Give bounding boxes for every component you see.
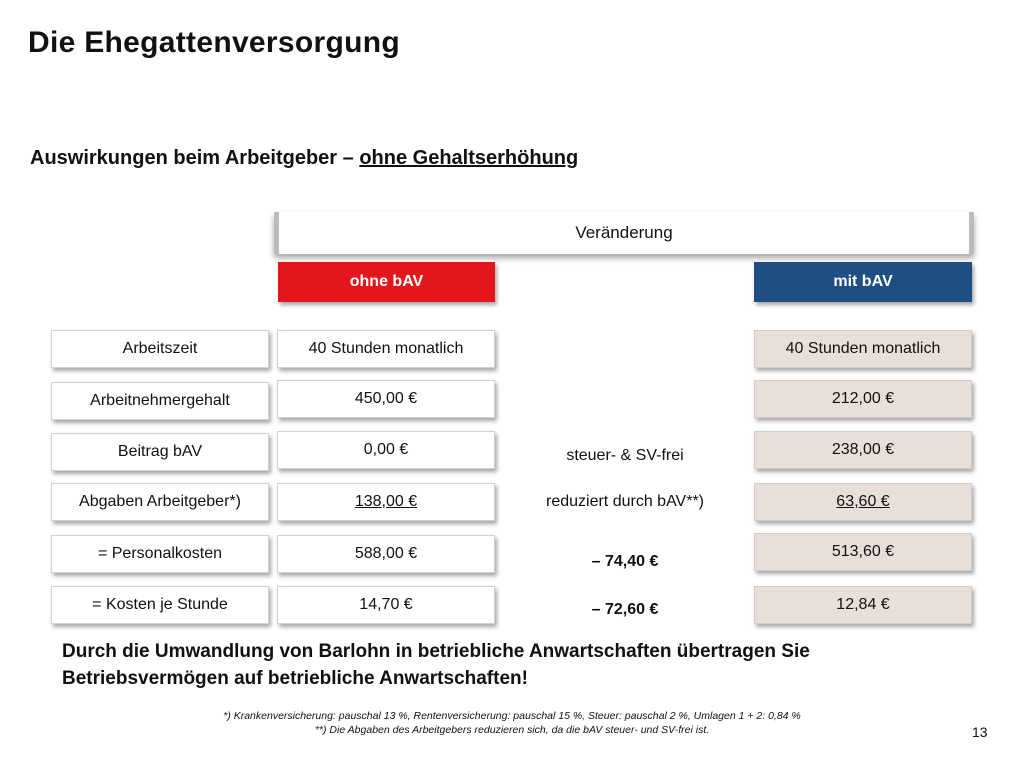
page-title: Die Ehegattenversorgung <box>28 26 400 59</box>
value-ohne-kosten-je-stunde: 14,70 € <box>277 586 495 624</box>
value-mit-personalkosten: 513,60 € <box>754 533 972 571</box>
row-label-arbeitnehmergehalt: Arbeitnehmergehalt <box>51 382 269 420</box>
value-mit-beitrag-bav: 238,00 € <box>754 431 972 469</box>
row-label-abgaben-arbeitgeber: Abgaben Arbeitgeber*) <box>51 483 269 521</box>
note-steuer-sv-frei: steuer- & SV-frei <box>566 447 684 464</box>
note-reduziert-durch-bav: reduziert durch bAV**) <box>546 493 704 510</box>
value-mit-arbeitnehmergehalt: 212,00 € <box>754 380 972 418</box>
column-header-ohne-bav: ohne bAV <box>278 262 495 302</box>
conclusion-line-2: Betriebsvermögen auf betriebliche Anwartschaften! <box>62 668 528 689</box>
value-ohne-arbeitszeit: 40 Stunden monatlich <box>277 330 495 368</box>
row-label-kosten-je-stunde: = Kosten je Stunde <box>51 586 269 624</box>
footnote-1: *) Krankenversicherung: pauschal 13 %, Rentenversicherung: pauschal 15 %, Steuer: pauschal 2 %, Umlagen 1 + 2: 0,84 % <box>223 710 801 722</box>
row-label-arbeitszeit: Arbeitszeit <box>51 330 269 368</box>
difference-kosten-je-stunde: – 72,60 € <box>591 601 659 618</box>
column-header-mit-bav: mit bAV <box>754 262 972 302</box>
footnote-2: **) Die Abgaben des Arbeitgebers reduzieren sich, da die bAV steuer- und SV-frei ist. <box>314 724 710 736</box>
value-mit-abgaben: 63,60 € <box>754 483 972 521</box>
value-ohne-beitrag-bav: 0,00 € <box>277 431 495 469</box>
value-ohne-abgaben: 138,00 € <box>277 483 495 521</box>
conclusion-line-1: Durch die Umwandlung von Barlohn in betriebliche Anwartschaften übertragen Sie <box>62 641 810 662</box>
page-number: 13 <box>972 724 988 740</box>
value-mit-arbeitszeit: 40 Stunden monatlich <box>754 330 972 368</box>
value-mit-kosten-je-stunde: 12,84 € <box>754 586 972 624</box>
change-banner: Veränderung <box>274 212 974 254</box>
difference-personalkosten: – 74,40 € <box>591 553 659 570</box>
conclusion-text <box>62 638 992 692</box>
subtitle-underlined: ohne Gehaltserhöhung <box>359 147 579 169</box>
row-label-personalkosten: = Personalkosten <box>51 535 269 573</box>
value-ohne-personalkosten: 588,00 € <box>277 535 495 573</box>
row-label-beitrag-bav: Beitrag bAV <box>51 433 269 471</box>
value-ohne-arbeitnehmergehalt: 450,00 € <box>277 380 495 418</box>
subtitle-prefix: Auswirkungen beim Arbeitgeber – <box>30 147 360 169</box>
subtitle <box>30 147 578 170</box>
